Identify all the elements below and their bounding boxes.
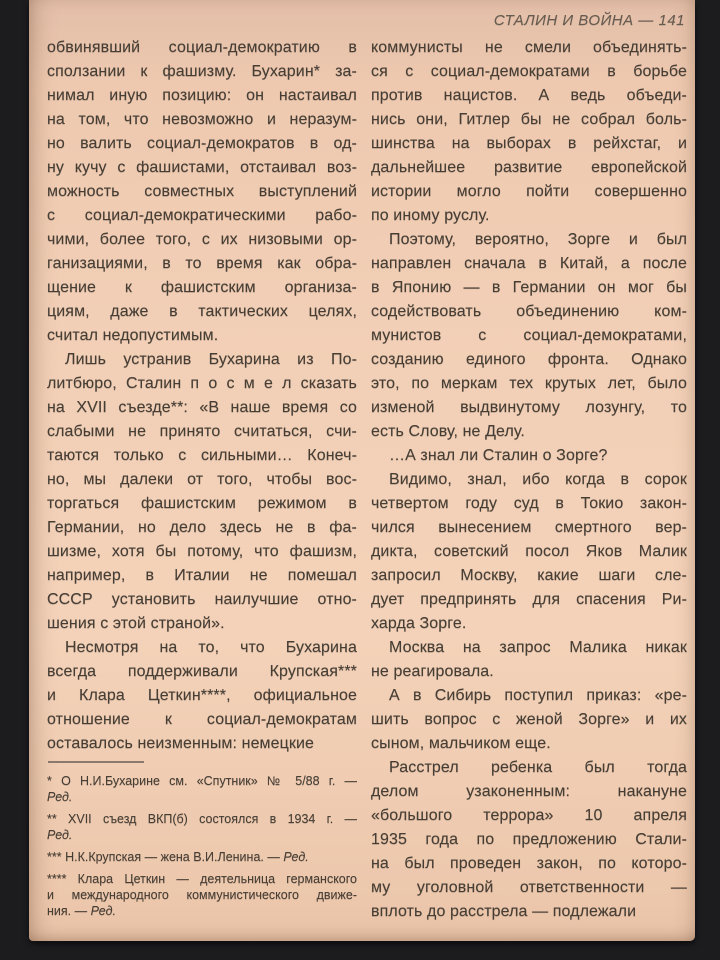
text-line: ния. — Ред. [47, 904, 116, 918]
footnote [47, 849, 357, 865]
text-line: но валить социал-демократов в од- [47, 135, 357, 152]
text-line: чился вынесением смертного вер- [371, 519, 687, 536]
text-line: дикта, советский посол Яков Малик [371, 543, 687, 560]
column-left [47, 36, 357, 925]
text-line: делом узаконенным: накануне [371, 783, 687, 800]
text-line: ** XVII съезд ВКП(б) состоялся в 1934 г. — [47, 812, 357, 826]
text-line: *** Н.К.Крупская — жена В.И.Ленина. — Ред. [47, 850, 309, 864]
footnote [47, 773, 357, 805]
text-line: СССР установить наилучшие отно- [47, 591, 357, 608]
text-line: ну кучу с фашистами, отстаивал воз- [47, 159, 357, 176]
text-line: с социал-демократическими рабо- [47, 207, 357, 224]
text-line: отношение к социал-демократам [47, 711, 357, 728]
paragraph [371, 444, 687, 468]
text-line: против нацистов. А ведь объеди- [371, 87, 687, 104]
text-line: Расстрел ребенка был тогда [389, 759, 687, 776]
text-line: оставалось неизменным: немецкие [47, 735, 315, 752]
text-line: и международного коммунистического движе- [47, 888, 357, 902]
text-line: «большого террора» 10 апреля [371, 807, 687, 824]
text-line: таются только с сильными… Конеч- [47, 447, 357, 464]
paragraph [371, 468, 687, 636]
footnotes [47, 773, 357, 919]
text-line: …А знал ли Сталин о Зорге? [389, 447, 608, 464]
paragraph [47, 36, 357, 348]
text-line: например, в Италии не помешал [47, 567, 357, 584]
text-line: Лишь устранив Бухарина из По- [65, 351, 357, 368]
text-line: по иному руслу. [371, 207, 490, 224]
book-page [29, 0, 695, 941]
text-line: и Клара Цеткин****, официальное [47, 687, 357, 704]
text-line: А в Сибирь поступил приказ: «ре- [389, 687, 687, 704]
text-line: Видимо, знал, ибо когда в сорок [389, 471, 687, 488]
text-line: на том, что невозможно и неразум- [47, 111, 357, 128]
paragraph [371, 636, 687, 684]
text-line: ганизациями, в то время как обра- [47, 255, 357, 272]
footnote [47, 871, 357, 919]
paragraph [371, 756, 687, 924]
text-line: содействовать объединению ком- [371, 303, 687, 320]
text-line: вплоть до расстрела — подлежали [371, 903, 637, 920]
text-line: шить вопрос с женой Зорге» и их [371, 711, 687, 728]
text-line: ся с социал-демократами в борьбе [371, 63, 687, 80]
text-line: шинства на выборах в рейхстаг, и [371, 135, 687, 152]
text-line: запросил Москву, какие шаги сле- [371, 567, 687, 584]
text-line: дальнейшее развитие европейской [371, 159, 687, 176]
text-line: всегда поддерживали Крупская*** [47, 663, 357, 680]
text-line: считал недопустимым. [47, 327, 219, 344]
footnote-separator [48, 761, 144, 763]
text-line: направлен сначала в Китай, а после [371, 255, 687, 272]
text-line: четвертом году суд в Токио закон- [371, 495, 687, 512]
text-line: Германии, но дело здесь не в фа- [47, 519, 357, 536]
text-line: истории могло пойти совершенно [371, 183, 687, 200]
text-line: 1935 года по предложению Стали- [371, 831, 687, 848]
text-line: это, по меркам тех крутых лет, было [371, 375, 687, 392]
text-line: обвинявший социал-демократию в [47, 39, 357, 56]
text-line: не реагировала. [371, 663, 494, 680]
text-line: на был проведен закон, по которо- [371, 855, 687, 872]
text-columns [47, 36, 687, 925]
text-line: нись они, Гитлер бы не собрал боль- [371, 111, 687, 128]
text-line: **** Клара Цеткин — деятельница германского [47, 872, 357, 886]
paragraph [371, 36, 687, 228]
text-line: му уголовной ответственности — [371, 879, 687, 896]
text-line: шения с этой страной». [47, 615, 225, 632]
text-line: * О Н.И.Бухарине см. «Спутник» № 5/88 г. — [47, 774, 357, 788]
paragraph [371, 228, 687, 444]
text-line: можность совместных выступлений [47, 183, 357, 200]
text-line: коммунисты не смели объединять- [371, 39, 687, 56]
footnote [47, 811, 357, 843]
text-line: Москва на запрос Малика никак [389, 639, 687, 656]
text-line: слабыми не принято считаться, счи- [47, 423, 357, 440]
text-line: на XVII съезде**: «В наше время со [47, 399, 357, 416]
page-header: СТАЛИН И ВОЙНА — 141 [493, 12, 685, 29]
paragraph [47, 348, 357, 636]
text-line: сползании к фашизму. Бухарин* за- [47, 63, 357, 80]
column-left-body [47, 36, 357, 756]
text-line: Ред. [47, 790, 73, 804]
text-line: чими, более того, с их низовыми ор- [47, 231, 357, 248]
text-line: изменой выдвинутому лозунгу, то [371, 399, 687, 416]
text-line: шизме, хотя бы потому, что фашизм, [47, 543, 357, 560]
paragraph [47, 636, 357, 756]
text-line: в Японию — в Германии он мог бы [371, 279, 687, 296]
text-line: нимал иную позицию: он настаивал [47, 87, 357, 104]
column-right [371, 36, 687, 925]
text-line: созданию единого фронта. Однако [371, 351, 687, 368]
text-line: мунистов с социал-демократами, [371, 327, 687, 344]
text-line: сыном, мальчиком еще. [371, 735, 551, 752]
text-line: торгаться фашистским режимом в [47, 495, 357, 512]
text-line: но, мы далеки от того, чтобы вос- [47, 471, 357, 488]
text-line: дует предпринять для спасения Ри- [371, 591, 687, 608]
text-line: щение к фашистским организа- [47, 279, 357, 296]
text-line: харда Зорге. [371, 615, 467, 632]
paragraph [371, 684, 687, 756]
text-line: Ред. [47, 828, 73, 842]
text-line: циям, даже в тактических целях, [47, 303, 357, 320]
text-line: литбюро, Сталин п о с м е л сказать [47, 375, 357, 392]
text-line: Поэтому, вероятно, Зорге и был [389, 231, 687, 248]
text-line: есть Слову, не Делу. [371, 423, 525, 440]
text-line: Несмотря на то, что Бухарина [65, 639, 357, 656]
